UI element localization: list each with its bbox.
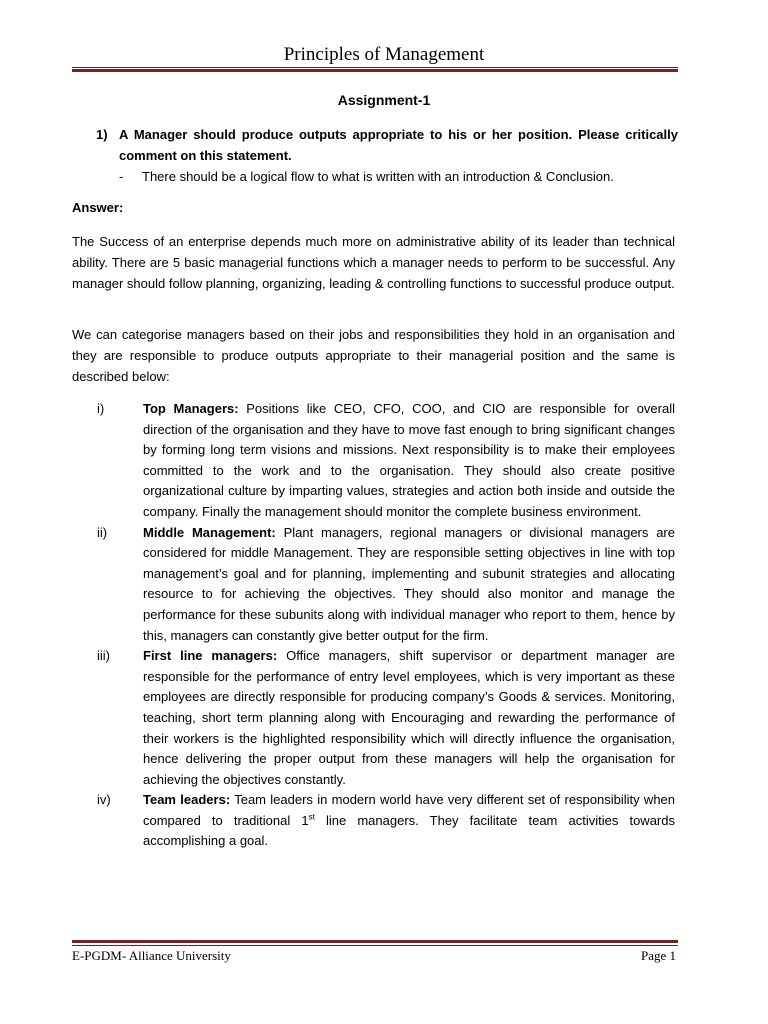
item-lead: Top Managers: [143,401,239,416]
item-text-end: line managers. They facilitate team activities towards accomplishing a goal. [143,812,675,849]
list-item [72,646,675,790]
list-item [72,399,675,523]
item-text: Office managers, shift supervisor or department manager are responsible for the performance of entry level employees, which is very important as these employees are directly responsible for producing company’s Goods & services. Monitoring, teaching, short term planning along with Encouraging and rewarding the performance of their workers is the highlighted responsibility which will directly influence the organisation, hence delivering the proper output from these managers will help the organisation for achieving the objectives constantly. [143,648,675,787]
bullet-text: There should be a logical flow to what is written with an introduction & Conclusion. [142,169,614,184]
item-lead: Team leaders: [143,792,231,808]
item-superscript: st [308,812,315,822]
item-number: iv) [97,792,111,808]
question-block [96,124,678,187]
item-text: Team leaders in modern world have very different set of responsibility when compared to traditional 1 [143,792,676,828]
header-divider-thin [72,67,678,68]
item-number: ii) [97,524,108,540]
item-text: Plant managers, regional managers or divisional managers are considered for middle Management. They are responsible setting objectives in line with top management’s goal and for planning, implementing and subunit strategies and allocating resource to for achieving the objectives. They should also monitor and manage the performance for these subunits along with individual manager who report to them, hence by this, managers can constantly give better output for the firm. [143,524,675,643]
item-number: i) [97,401,105,416]
item-text: Positions like CEO, CFO, COO, and CIO are responsible for overall direction of the organisation and they have to move fast enough to bring significant changes by forming long term visions and missions. Next responsibility is to make their employees committed to the work and to the organisation. They should also create positive organizational culture by imparting values, strategies and action both inside and outside the company. Finally the management should monitor the complete business environment. [143,401,675,519]
item-lead: First line managers: [143,648,278,664]
paragraph-categories: We can categorise managers based on their jobs and responsibilities they hold in an organisation and they are responsible to produce outputs appropriate to their managerial position and the same is described below: [72,327,675,384]
item-number: iii) [97,648,110,664]
paragraph-intro: The Success of an enterprise depends much more on administrative ability of its leader than technical ability. There are 5 basic managerial functions which a manager needs to perform to be successful. Any manager should follow planning, organizing, leading & controlling functions to successful produce output. [72,234,675,291]
footer-divider-thick [72,940,678,943]
list-item [72,790,675,852]
question-text: A Manager should produce outputs appropriate to his or her position. Please critically comment on this statement. [119,127,678,163]
question-bullet [119,166,678,187]
answer-label: Answer: [72,200,124,215]
list-item [72,523,675,647]
manager-list [72,399,675,852]
header-divider-thick [72,69,678,72]
header-title: Principles of Management [283,44,485,65]
bullet-marker: - [119,169,124,184]
footer-divider-thin [72,945,678,946]
footer-left: E-PGDM- Alliance University [72,948,231,963]
question-number: 1) [96,127,108,142]
assignment-title: Assignment-1 [337,92,431,108]
page-number: Page 1 [640,948,676,963]
item-lead: Middle Management: [143,524,276,540]
